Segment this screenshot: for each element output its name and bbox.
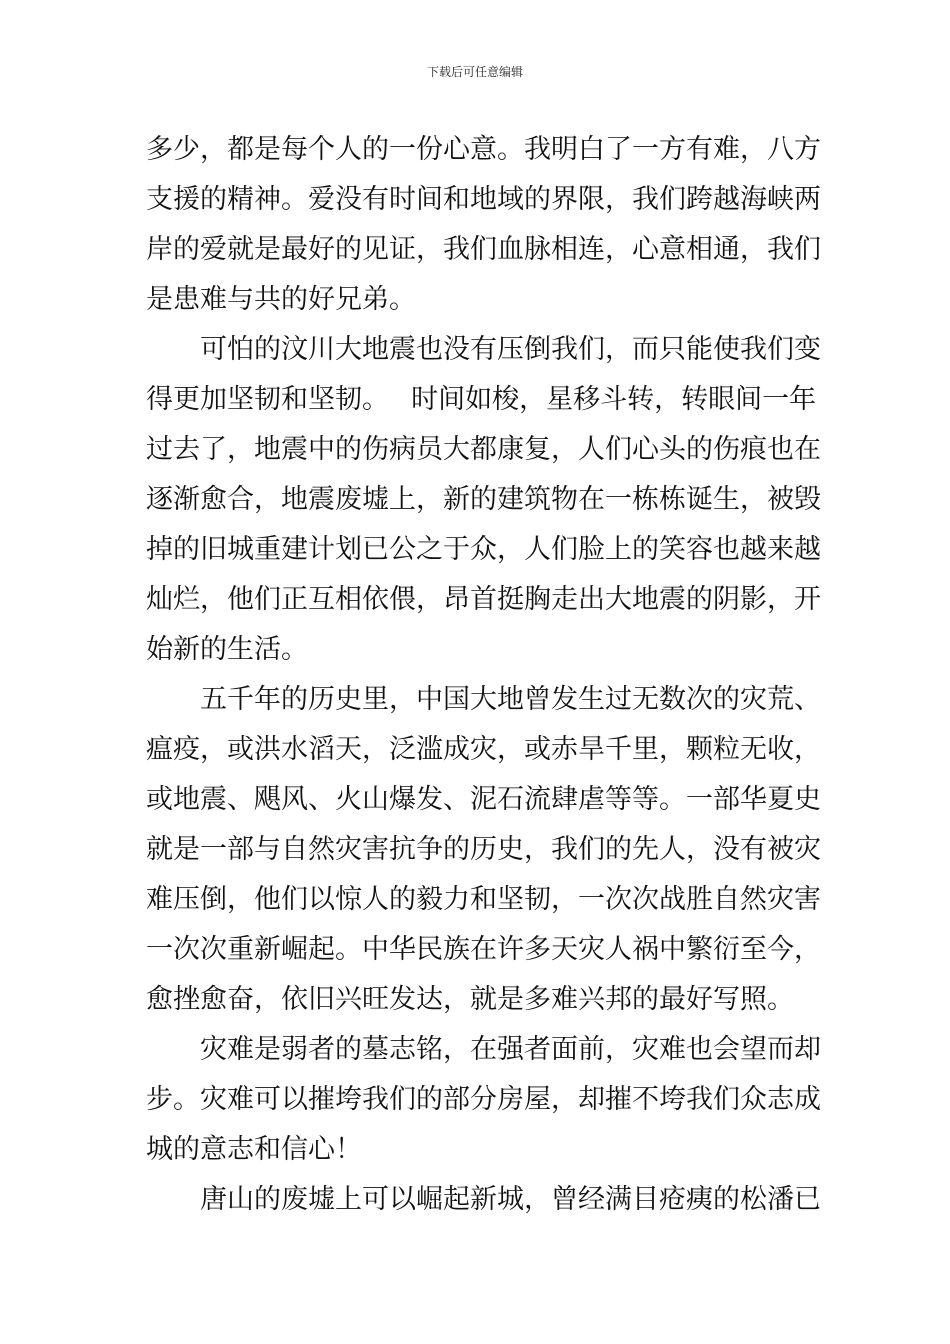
text-line: 逐渐愈合，地震废墟上，新的建筑物在一栋栋诞生，被毁 [146,484,821,515]
text-line: 得更加坚韧和坚韧。 时间如梭，星移斗转，转眼间一年 [146,384,817,415]
text-line: 过去了，地震中的伤病员大都康复，人们心头的伤痕也在 [146,434,821,465]
text-line: 岸的爱就是最好的见证，我们血脉相连，心意相通，我们 [146,234,821,265]
text-line: 步。灾难可以摧垮我们的部分房屋，却摧不垮我们众志成 [146,1084,821,1115]
page-header: 下载后可任意编辑 [426,65,523,79]
text-line: 愈挫愈奋，依旧兴旺发达，就是多难兴邦的最好写照。 [146,984,794,1015]
text-line: 瘟疫，或洪水滔天，泛滥成灾，或赤旱千里，颗粒无收， [146,734,821,765]
text-line: 可怕的汶川大地震也没有压倒我们，而只能使我们变 [146,334,821,365]
text-line: 唐山的废墟上可以崛起新城，曾经满目疮痍的松潘已 [146,1184,821,1215]
text-line: 灾难是弱者的墓志铭，在强者面前，灾难也会望而却 [146,1034,821,1065]
text-line: 五千年的历史里，中国大地曾发生过无数次的灾荒、 [146,684,821,715]
text-line: 多少，都是每个人的一份心意。我明白了一方有难，八方 [146,134,821,165]
text-line: 是患难与共的好兄弟。 [146,284,416,315]
text-line: 支援的精神。爱没有时间和地域的界限，我们跨越海峡两 [146,184,821,215]
text-line: 难压倒，他们以惊人的毅力和坚韧，一次次战胜自然灾害 [146,884,821,915]
text-line: 灿烂，他们正互相依偎，昂首挺胸走出大地震的阴影，开 [146,584,821,615]
text-line: 城的意志和信心！ [146,1134,362,1165]
text-line: 就是一部与自然灾害抗争的历史，我们的先人，没有被灾 [146,834,821,865]
text-line: 掉的旧城重建计划已公之于众，人们脸上的笑容也越来越 [146,534,821,565]
text-line: 一次次重新崛起。中华民族在许多天灾人祸中繁衍至今， [146,934,821,965]
text-line: 或地震、飓风、火山爆发、泥石流肆虐等等。一部华夏史 [146,784,821,815]
text-line: 始新的生活。 [146,634,308,665]
